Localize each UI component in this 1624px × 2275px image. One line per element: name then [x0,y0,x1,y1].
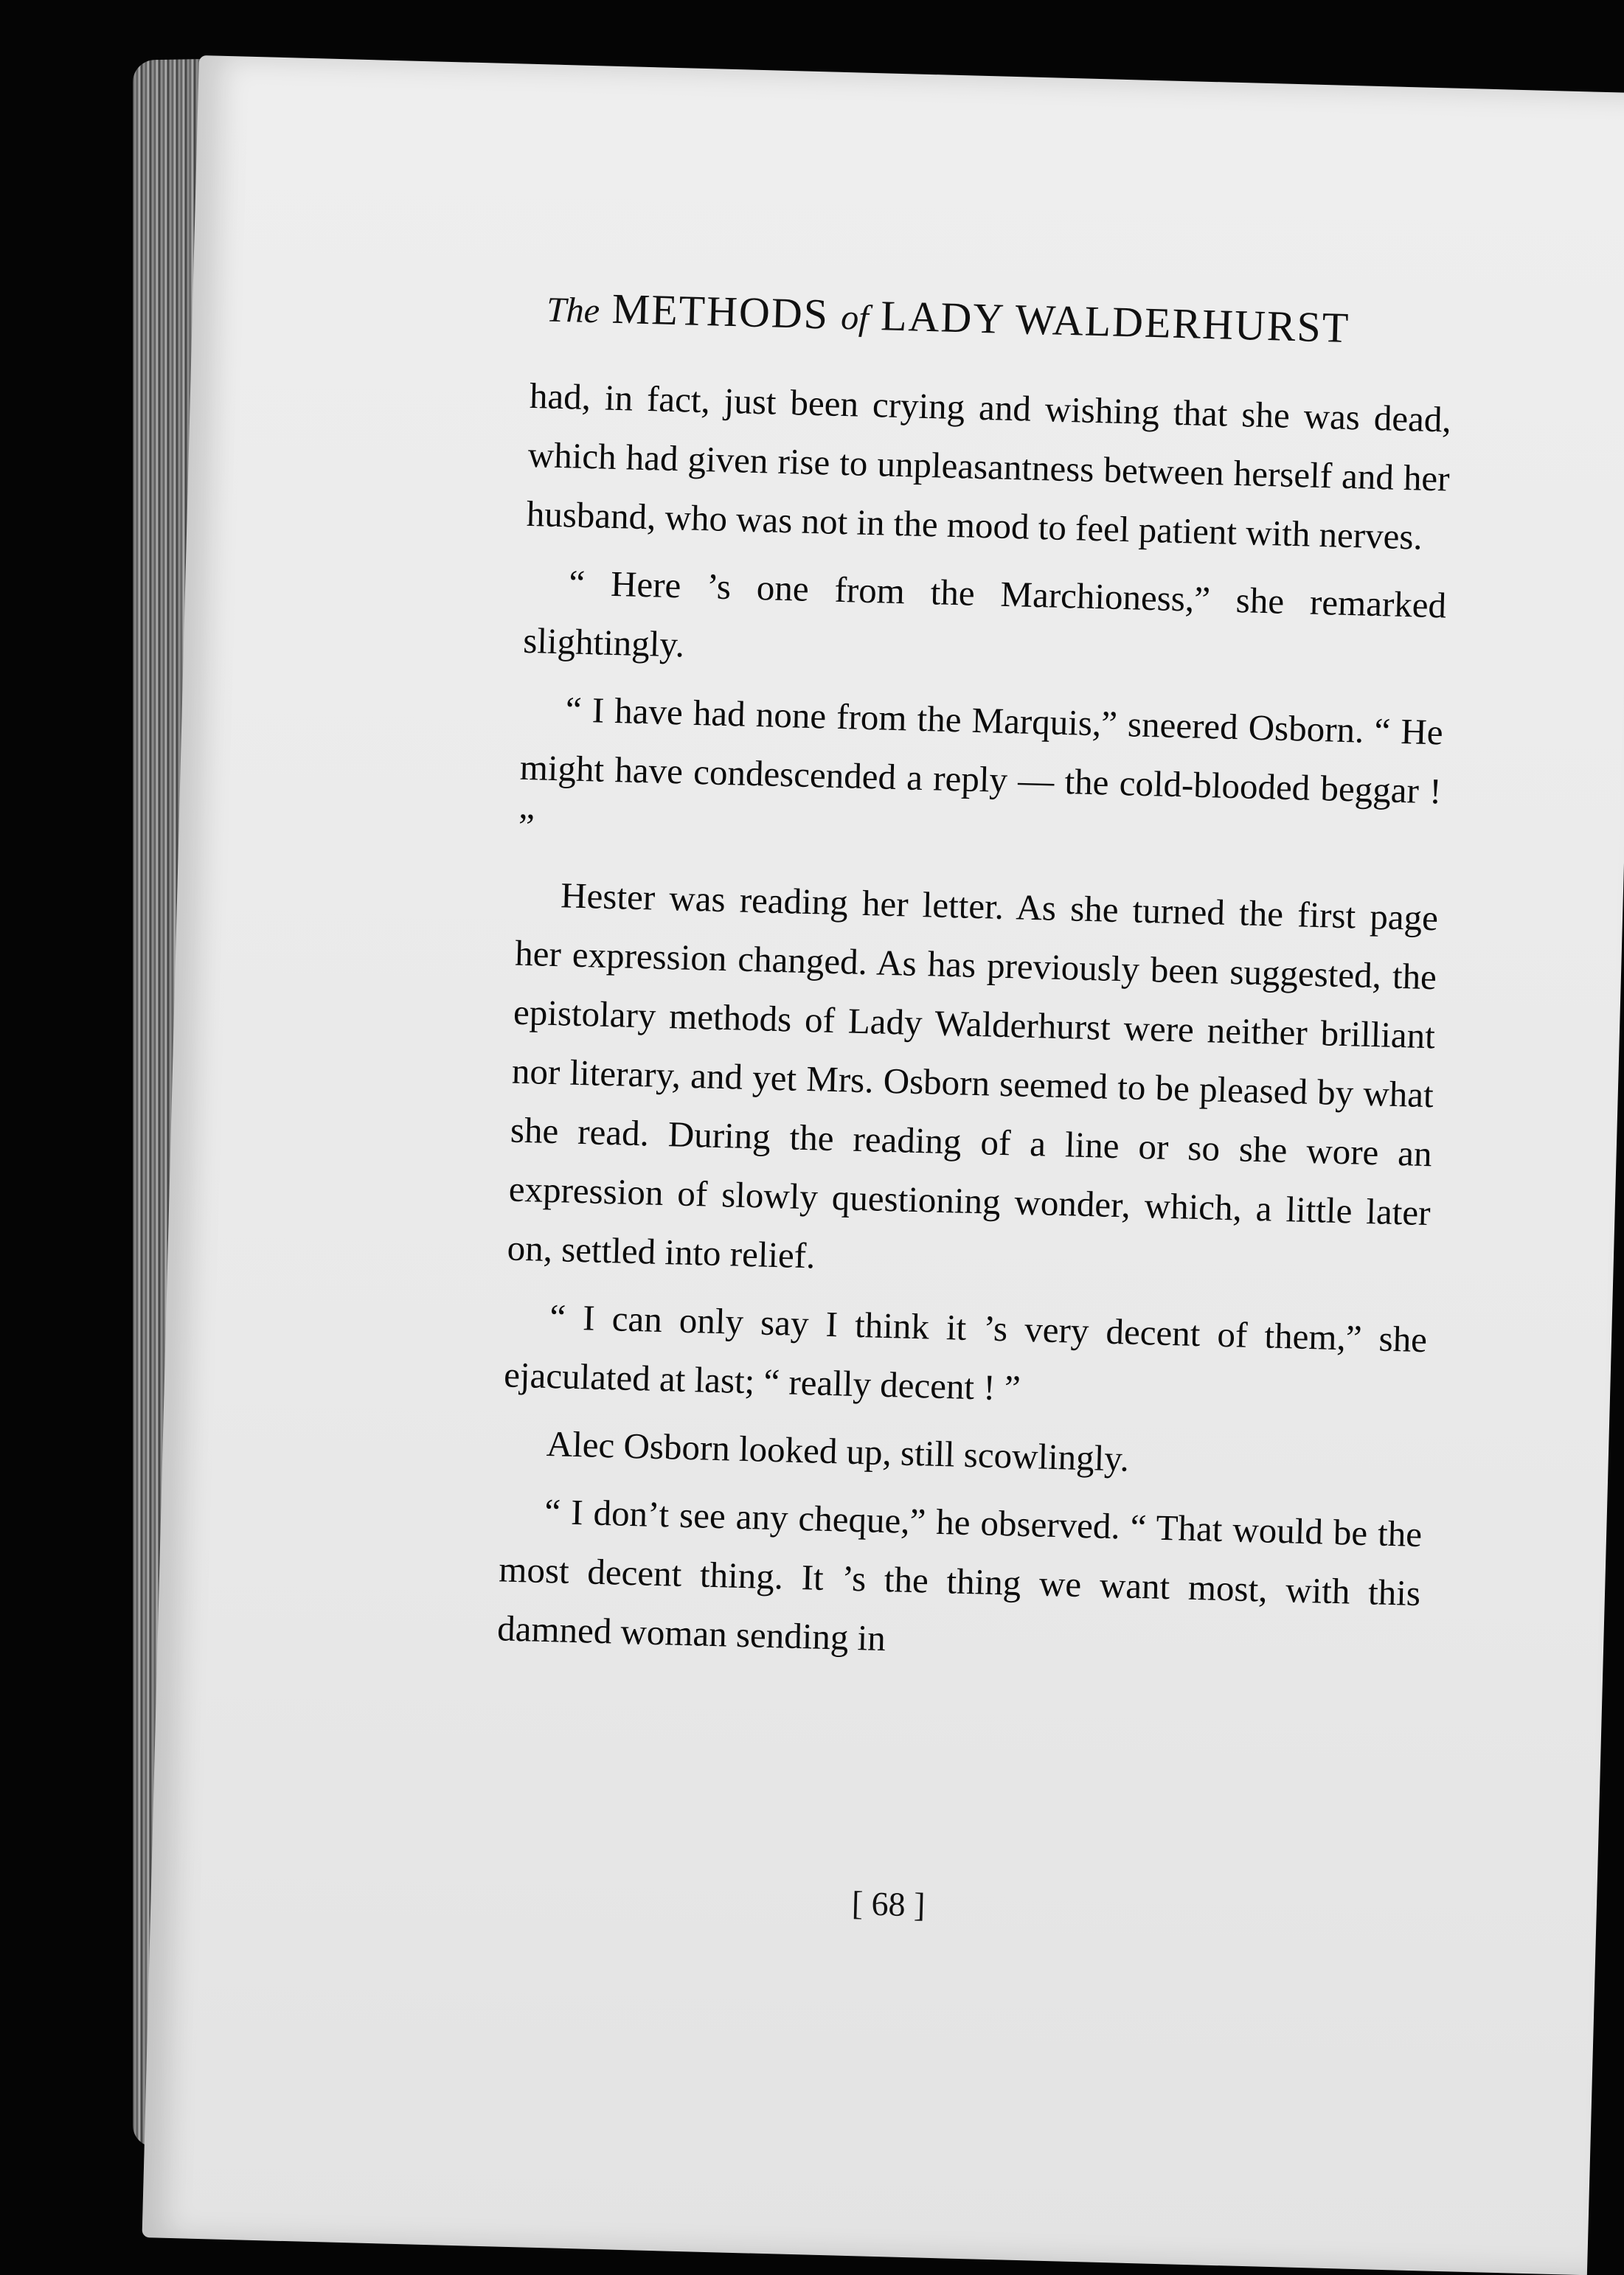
page-number: [ 68 ] [851,1884,926,1924]
paragraph: “ Here ’s one from the Marchioness,” she remarked slightingly. [522,562,1447,665]
paragraph: “ I can only say I think it ’s very decent of them,” she ejaculated at last; “ really decent ! ” [503,1296,1428,1409]
paragraph: had, in fact, just been crying and wishing that she was dead, which had given rise to unpleasantness between herself and her husband, who was not in the mood to feel patient with nerves. [526,375,1452,558]
paragraph: Hester was reading her letter. As she turned the first page her expression changed. As has previously been suggested, the epistolary methods of Lady Walderhurst were neither brilliant nor literary, and yet Mrs. Osborn seemed to be pleased by what she read. During the reading of a line or so she wore an expression of slowly questioning wonder, which, a little later on, settled into relief. [507,875,1439,1277]
header-title: LADY WALDERHURST [880,291,1351,352]
header-methods: METHODS [611,284,830,338]
paragraph: Alec Osborn looked up, still scowlingly. [546,1423,1130,1479]
running-header [546,282,1624,360]
paragraph: “ I don’t see any cheque,” he observed. “ That would be the most decent thing. It ’s the thing we want most, with this damned woman sending in [496,1490,1423,1659]
paragraph: “ I have had none from the Marquis,” sneered Osborn. “ He might have condescended a reply — the cold-blooded beggar ! ” [518,689,1444,847]
header-the: The [546,290,600,331]
header-of: of [840,297,870,338]
body-text [496,367,1452,1691]
book-page [142,55,1624,2275]
